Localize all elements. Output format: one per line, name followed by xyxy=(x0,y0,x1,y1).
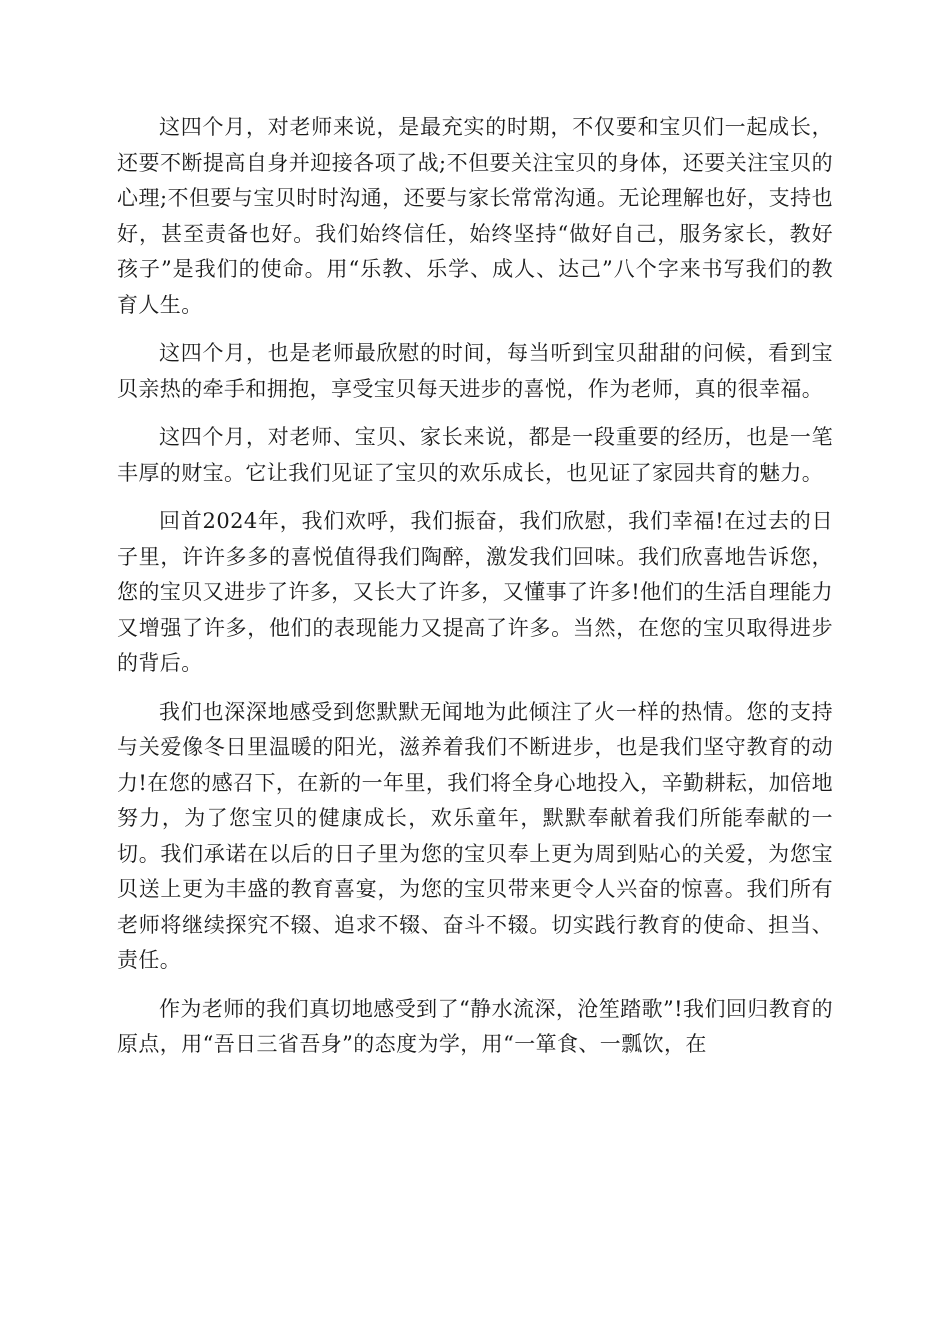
paragraph-3: 这四个月，对老师、宝贝、家长来说，都是一段重要的经历，也是一笔丰厚的财宝。它让我们见证了宝贝的欢乐成长，也见证了家园共育的魅力。 xyxy=(117,425,833,485)
paragraph-2: 这四个月，也是老师最欣慰的时间，每当听到宝贝甜甜的问候，看到宝贝亲热的牵手和拥抱，享受宝贝每天进步的喜悦，作为老师，真的很幸福。 xyxy=(117,341,833,401)
document-body xyxy=(117,110,833,1076)
paragraph-4: 回首2024年，我们欢呼，我们振奋，我们欣慰，我们幸福!在过去的日子里，许许多多的喜悦值得我们陶醉，激发我们回味。我们欣喜地告诉您，您的宝贝又进步了许多，又长大了许多，又懂事了许多!他们的生活自理能力又增强了许多，他们的表现能力又提高了许多。当然，在您的宝贝取得进步的背后。 xyxy=(117,509,833,675)
paragraph-6: 作为老师的我们真切地感受到了“静水流深，沧笙踏歌”!我们回归教育的原点，用“吾日三省吾身”的态度为学，用“一箪食、一瓢饮，在 xyxy=(117,996,833,1056)
paragraph-1: 这四个月，对老师来说，是最充实的时期，不仅要和宝贝们一起成长，还要不断提高自身并迎接各项了战;不但要关注宝贝的身体，还要关注宝贝的心理;不但要与宝贝时时沟通，还要与家长常常沟通。无论理解也好，支持也好，甚至责备也好。我们始终信任，始终坚持“做好自己，服务家长，教好孩子”是我们的使命。用“乐教、乐学、成人、达己”八个字来书写我们的教育人生。 xyxy=(117,115,833,317)
paragraph-5: 我们也深深地感受到您默默无闻地为此倾注了火一样的热情。您的支持与关爱像冬日里温暖的阳光，滋养着我们不断进步，也是我们坚守教育的动力!在您的感召下，在新的一年里，我们将全身心地投入，辛勤耕耘，加倍地努力，为了您宝贝的健康成长，欢乐童年，默默奉献着我们所能奉献的一切。我们承诺在以后的日子里为您的宝贝奉上更为周到贴心的关爱，为您宝贝送上更为丰盛的教育喜宴，为您的宝贝带来更令人兴奋的惊喜。我们所有老师将继续探究不辍、追求不辍、奋斗不辍。切实践行教育的使命、担当、责任。 xyxy=(117,699,833,972)
